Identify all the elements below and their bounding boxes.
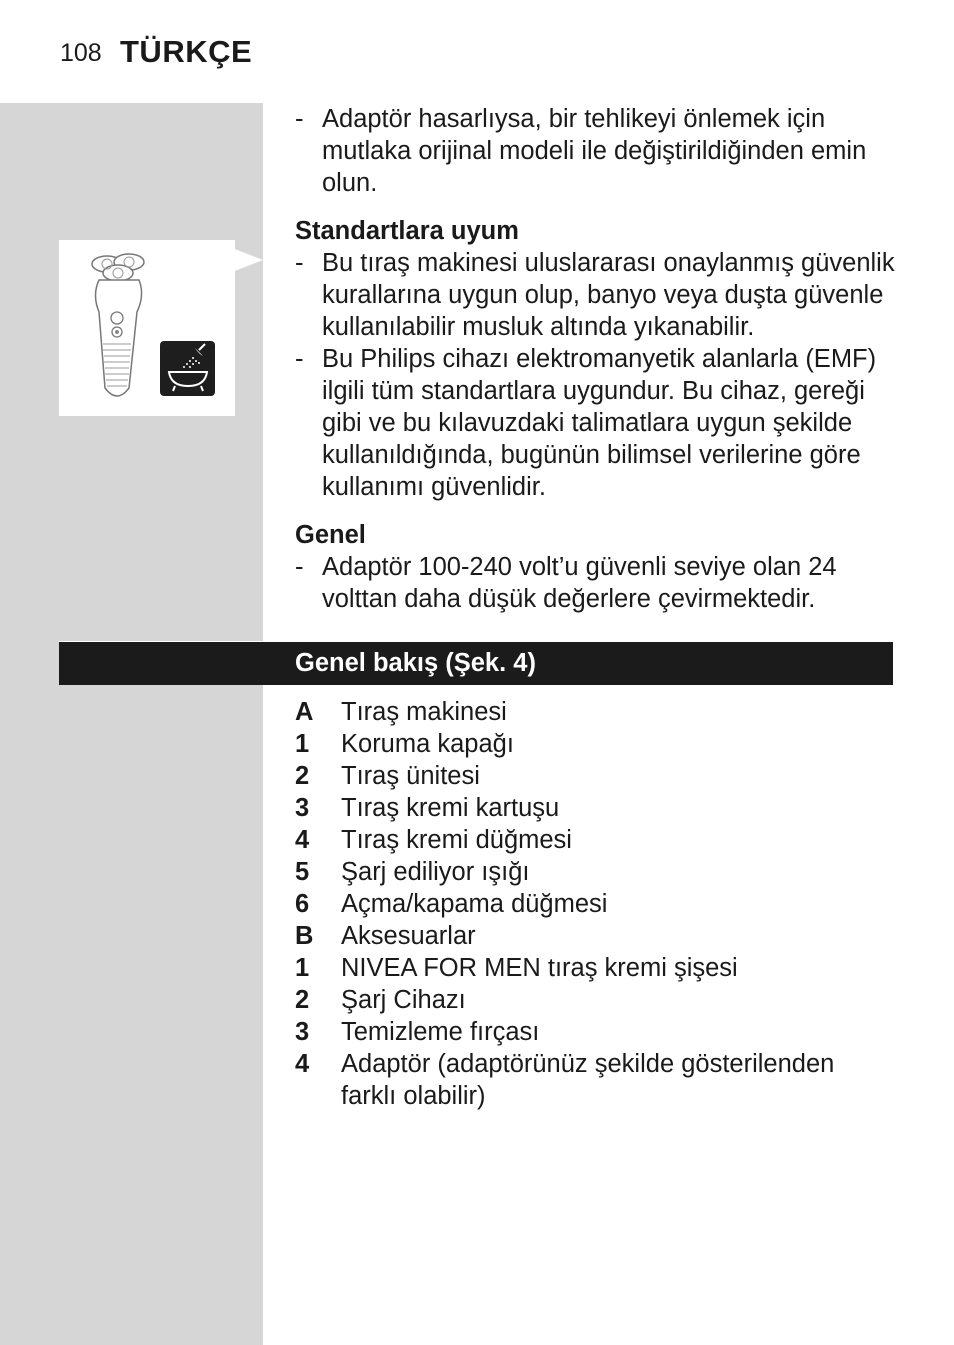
item-key: 6 — [295, 890, 310, 918]
item-text: NIVEA FOR MEN tıraş kremi şişesi — [341, 954, 738, 982]
shaver-figure — [59, 240, 235, 416]
bullet-dash: - — [295, 345, 304, 373]
list-item — [295, 1048, 875, 1112]
page-number: 108 — [60, 39, 102, 67]
section-bar-overview — [59, 641, 893, 685]
list-item — [295, 1016, 875, 1048]
section-heading-standards: Standartlara uyum — [295, 217, 519, 245]
item-text: Şarj ediliyor ışığı — [341, 858, 530, 886]
item-key: 4 — [295, 826, 310, 854]
bullet-text: Bu tıraş makinesi uluslararası onaylanmış güvenlik kurallarına uygun olup, banyo veya duşta güvenle kullanılabilir musluk altında yıkanabilir. — [322, 249, 895, 341]
bullet-text: Adaptör hasarlıysa, bir tehlikeyi önlemek için mutlaka orijinal modeli ile değiştirildiğinden emin olun. — [322, 105, 867, 197]
bullet-item — [295, 551, 895, 615]
parts-list — [295, 696, 875, 1112]
general-section — [295, 519, 895, 615]
item-key: 3 — [295, 1018, 310, 1046]
item-text: Adaptör (adaptörünüz şekilde gösterilenden farklı olabilir) — [341, 1050, 835, 1110]
item-key: 1 — [295, 954, 310, 982]
bullet-dash: - — [295, 105, 304, 133]
item-text: Tıraş kremi düğmesi — [341, 826, 572, 854]
figure-pointer — [235, 249, 263, 271]
list-item — [295, 824, 875, 856]
bullet-item — [295, 103, 895, 199]
bullet-text: Bu Philips cihazı elektromanyetik alanlarla (EMF) ilgili tüm standartlara uygundur. Bu cihaz, gereği gibi ve bu kılavuzdaki talimatlara uygun şekilde kullanıldığında, bugünün bilimsel verilerine göre kullanımı güvenlidir. — [322, 345, 877, 501]
page-language-title: TÜRKÇE — [120, 34, 253, 69]
list-item — [295, 952, 875, 984]
item-text: Tıraş ünitesi — [341, 762, 480, 790]
list-item — [295, 728, 875, 760]
item-text: Koruma kapağı — [341, 730, 514, 758]
shower-bath-icon — [160, 341, 215, 396]
bullet-item — [295, 247, 895, 343]
list-item — [295, 920, 875, 952]
bullet-dash: - — [295, 249, 304, 277]
item-key: 2 — [295, 762, 310, 790]
item-text: Temizleme fırçası — [341, 1018, 540, 1046]
section-title-overview: Genel bakış (Şek. 4) — [295, 649, 536, 677]
list-item — [295, 696, 875, 728]
list-item — [295, 792, 875, 824]
list-item — [295, 856, 875, 888]
item-key: B — [295, 922, 314, 950]
bullet-item — [295, 343, 895, 503]
bullet-dash: - — [295, 553, 304, 581]
list-item — [295, 888, 875, 920]
item-text: Açma/kapama düğmesi — [341, 890, 608, 918]
bullet-text: Adaptör 100-240 volt’u güvenli seviye olan 24 volttan daha düşük değerlere çevirmektedir. — [322, 553, 837, 613]
list-item — [295, 984, 875, 1016]
item-text: Tıraş makinesi — [341, 698, 507, 726]
item-key: 5 — [295, 858, 310, 886]
section-heading-general: Genel — [295, 521, 366, 549]
standards-section — [295, 215, 895, 503]
item-text: Tıraş kremi kartuşu — [341, 794, 560, 822]
item-text: Aksesuarlar — [341, 922, 476, 950]
item-key: 2 — [295, 986, 310, 1014]
item-key: A — [295, 698, 314, 726]
list-item — [295, 760, 875, 792]
item-key: 4 — [295, 1050, 310, 1078]
intro-section — [295, 103, 895, 199]
item-key: 3 — [295, 794, 310, 822]
shaver-illustration-icon — [59, 240, 235, 416]
item-text: Şarj Cihazı — [341, 986, 466, 1014]
item-key: 1 — [295, 730, 310, 758]
